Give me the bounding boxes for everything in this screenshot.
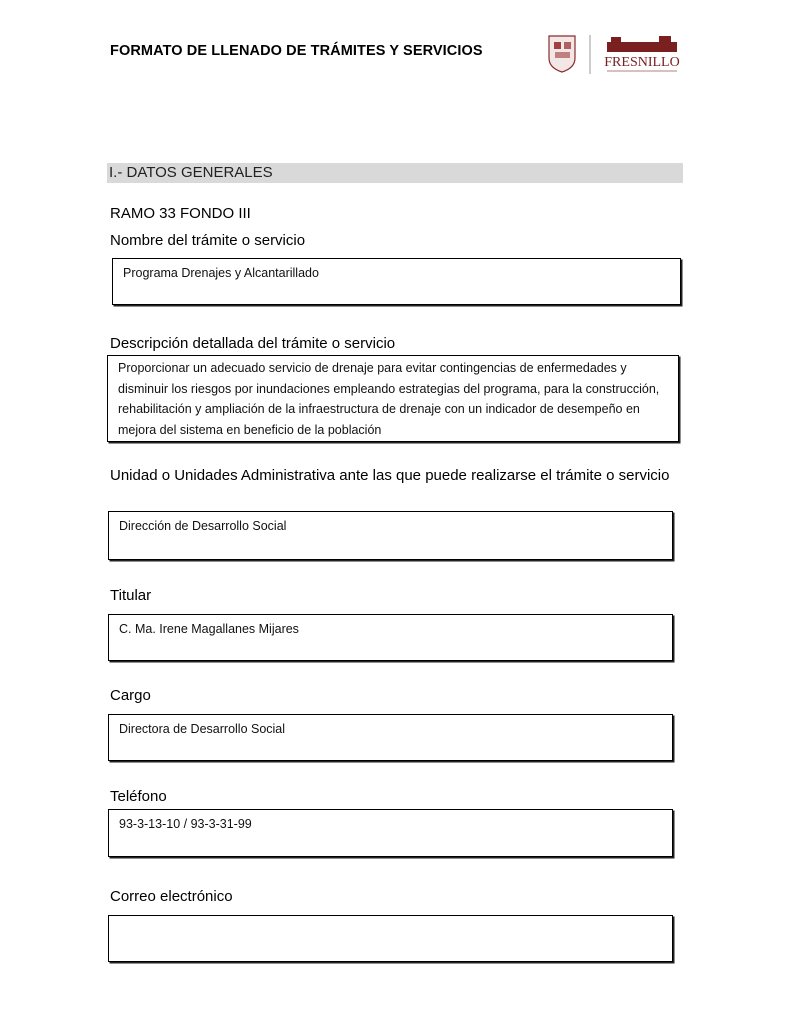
svg-text:FRESNILLO: FRESNILLO	[604, 55, 680, 70]
field-value-telefono: 93-3-13-10 / 93-3-31-99	[108, 809, 673, 857]
field-value-nombre: Programa Drenajes y Alcantarillado	[112, 258, 681, 305]
field-value-unidad: Dirección de Desarrollo Social	[108, 511, 673, 560]
field-label-nombre: Nombre del trámite o servicio	[110, 232, 306, 249]
field-value-descripcion: Proporcionar un adecuado servicio de drenaje para evitar contingencias de enfermedades y disminuir los riesgos por inundaciones empleando estrategias del programa, para la construcción, rehabilitación y ampliación de la infraestructura de drenaje con un indicador de desempeño en mejora del sistema en beneficio de la población	[107, 355, 679, 442]
field-value-correo	[108, 915, 673, 962]
field-label-descripcion: Descripción detallada del trámite o servicio	[110, 335, 396, 352]
section-header: I.- DATOS GENERALES	[107, 163, 683, 183]
field-label-cargo: Cargo	[110, 687, 151, 704]
field-label-telefono: Teléfono	[110, 788, 167, 805]
fresnillo-logo	[545, 30, 685, 78]
field-label-titular: Titular	[110, 587, 152, 604]
field-label-unidad: Unidad o Unidades Administrativa ante las que puede realizarse el trámite o servicio	[110, 467, 670, 484]
field-label-correo: Correo electrónico	[110, 888, 233, 905]
field-value-titular: C. Ma. Irene Magallanes Mijares	[108, 614, 673, 661]
field-value-cargo: Directora de Desarrollo Social	[108, 714, 673, 761]
section-subtitle: RAMO 33 FONDO III	[110, 205, 251, 222]
document-title: FORMATO DE LLENADO DE TRÁMITES Y SERVICIOS	[110, 43, 483, 59]
